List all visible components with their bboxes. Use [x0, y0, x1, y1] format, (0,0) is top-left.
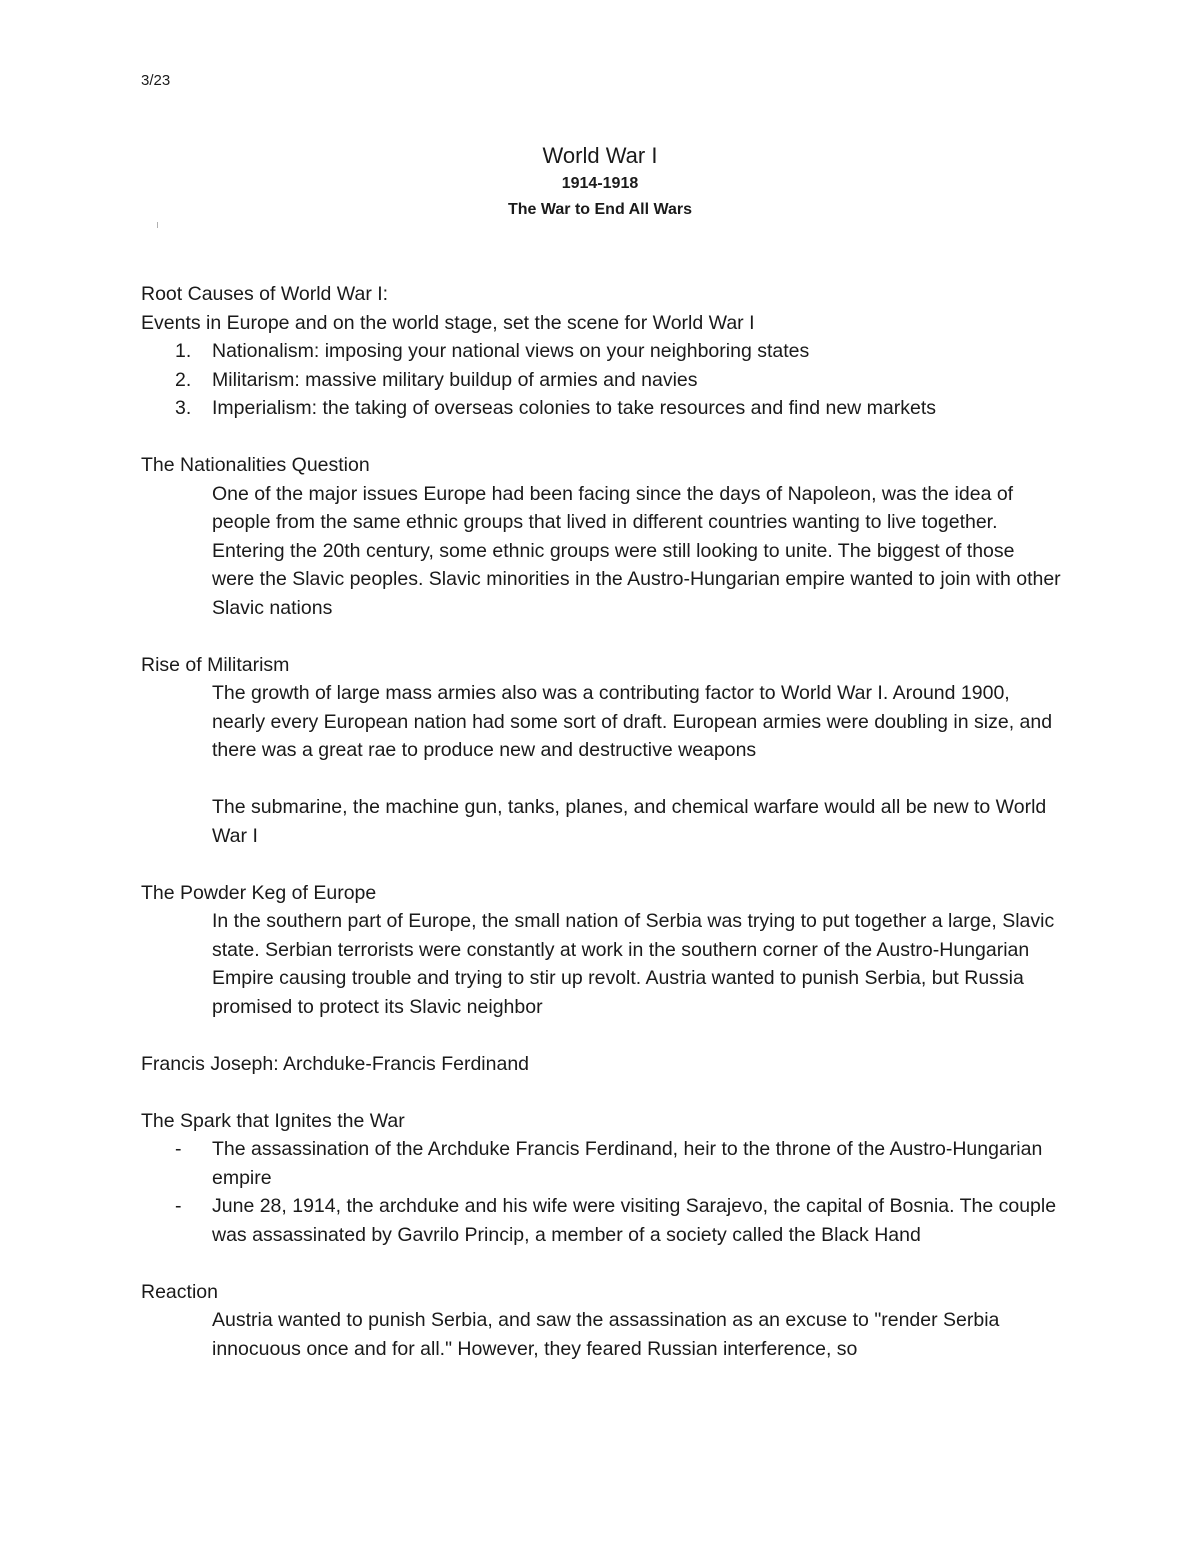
- list-item: [141, 366, 1061, 395]
- root-causes-intro: Events in Europe and on the world stage, set the scene for World War I: [141, 311, 755, 334]
- list-marker: -: [175, 1138, 182, 1160]
- list-marker: 1.: [175, 340, 192, 362]
- list-item: [141, 337, 1061, 366]
- list-item: [141, 1192, 1061, 1249]
- root-causes-list: [141, 337, 1061, 423]
- list-item-text: Imperialism: the taking of overseas colonies to take resources and find new markets: [212, 397, 937, 419]
- list-item-text: June 28, 1914, the archduke and his wife were visiting Sarajevo, the capital of Bosnia. The couple was assassinated by Gavrilo Princip, a member of a society called the Black Hand: [212, 1195, 1057, 1246]
- stray-mark: [157, 222, 158, 228]
- list-marker: 2.: [175, 368, 192, 391]
- powder-keg-heading: The Powder Keg of Europe: [141, 881, 377, 904]
- list-marker: 3.: [175, 397, 192, 419]
- document-subtitle: The War to End All Wars: [507, 201, 692, 218]
- root-causes-heading: Root Causes of World War I:: [141, 283, 389, 305]
- list-item-text: Militarism: massive military buildup of armies and navies: [212, 368, 698, 391]
- nationalities-heading: The Nationalities Question: [141, 454, 370, 476]
- reaction-body: Austria wanted to punish Serbia, and saw the assassination as an excuse to "render Serbia innocuous once and for all." However, they feared Russian interference, so: [212, 1309, 1000, 1360]
- document-body: [141, 280, 1061, 1363]
- document-years: 1914-1918: [561, 175, 639, 192]
- militarism-body-1: The growth of large mass armies also was a contributing factor to World War I. Around 1900, nearly every European nation had some sort of draft. European armies were doubling in size, and there was a great rae to produce new and destructive weapons: [212, 682, 1053, 761]
- document-title: World War I: [542, 143, 658, 168]
- militarism-heading: Rise of Militarism: [141, 653, 290, 676]
- militarism-body-2: The submarine, the machine gun, tanks, planes, and chemical warfare would all be new to World War I: [212, 796, 1047, 847]
- powder-keg-body: In the southern part of Europe, the small nation of Serbia was trying to put together a large, Slavic state. Serbian terrorists were constantly at work in the southern corner of the Austro-Hungarian Empire causing trouble and trying to stir up revolt. Austria wanted to punish Serbia, but Russia promised to protect its Slavic neighbor: [212, 910, 1055, 1018]
- list-item: [141, 394, 1061, 423]
- spark-heading: The Spark that Ignites the War: [141, 1109, 405, 1132]
- spark-list: [141, 1135, 1061, 1249]
- page-date: 3/23: [141, 72, 171, 89]
- nationalities-body: One of the major issues Europe had been facing since the days of Napoleon, was the idea of people from the same ethnic groups that lived in different countries wanting to live together. Entering the 20th century, some ethnic groups were still looking to unite. The biggest of those were the Slavic peoples. Slavic minorities in the Austro-Hungarian empire wanted to join with other Slavic nations: [212, 482, 1061, 619]
- reaction-heading: Reaction: [141, 1280, 218, 1303]
- list-item: [141, 1135, 1061, 1192]
- list-item-text: The assassination of the Archduke Francis Ferdinand, heir to the throne of the Austro-Hungarian empire: [212, 1138, 1043, 1189]
- list-marker: -: [175, 1195, 182, 1217]
- list-item-text: Nationalism: imposing your national views on your neighboring states: [212, 340, 810, 362]
- francis-joseph-line: Francis Joseph: Archduke-Francis Ferdinand: [141, 1052, 530, 1075]
